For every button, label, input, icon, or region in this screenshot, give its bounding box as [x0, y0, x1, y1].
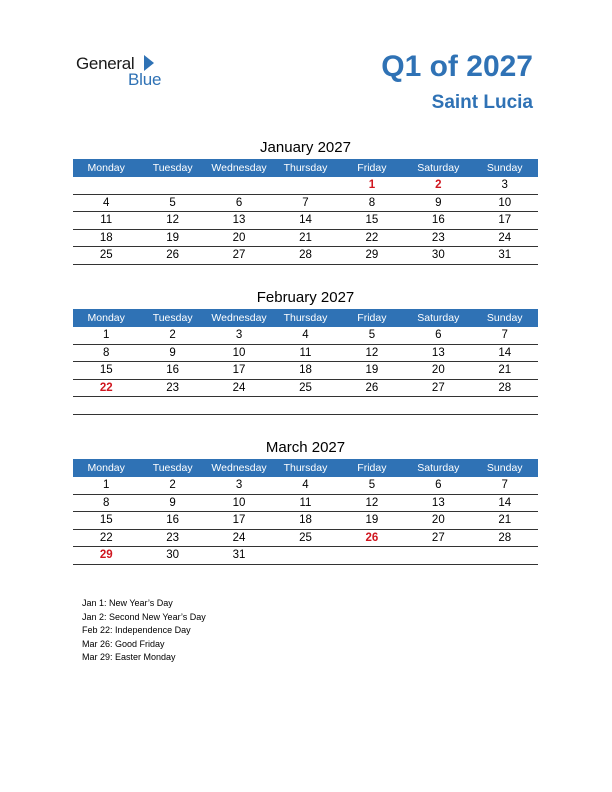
day-cell: 23 — [166, 531, 180, 544]
day-cell: 7 — [302, 196, 309, 209]
day-cell: 25 — [299, 531, 312, 544]
day-cell: 22 — [99, 531, 113, 544]
day-cell: 3 — [235, 329, 243, 341]
day-cell — [73, 397, 139, 414]
day-cell: 18 — [99, 231, 113, 244]
day-cell: 24 — [498, 231, 512, 244]
day-cell: 5 — [368, 329, 376, 341]
day-cell: 17 — [498, 214, 512, 227]
day-cell: 22 — [365, 231, 379, 244]
weekday-label: Wednesday — [211, 162, 267, 174]
logo-blue-text: Blue — [128, 70, 162, 89]
day-cell: 5 — [368, 479, 376, 491]
month-title: January 2027 — [260, 139, 351, 156]
holiday-list — [82, 597, 206, 665]
week-row — [73, 477, 538, 495]
day-cell: 2 — [169, 479, 176, 491]
weekday-label: Sunday — [486, 162, 523, 174]
weekday-label: Friday — [357, 462, 387, 474]
day-cell: 12 — [365, 346, 379, 359]
day-cell: 20 — [232, 231, 246, 244]
day-cell: 4 — [103, 196, 110, 209]
day-cell: 29 — [99, 549, 113, 562]
day-cell: 19 — [365, 514, 379, 527]
logo-flag-icon — [144, 55, 154, 71]
page-title: Q1 of 2027 — [381, 50, 533, 83]
day-cell: 8 — [103, 346, 110, 359]
day-cell: 4 — [302, 329, 309, 341]
weekday-label: Saturday — [417, 162, 460, 174]
day-cell: 6 — [235, 196, 243, 209]
day-cell — [472, 397, 538, 414]
day-cell — [272, 177, 338, 194]
weekday-header — [73, 159, 538, 177]
day-cell: 20 — [431, 514, 445, 527]
day-cell: 25 — [99, 249, 113, 262]
day-cell: 12 — [166, 214, 180, 227]
weekday-label: Friday — [357, 162, 387, 174]
weekday-label: Wednesday — [211, 312, 267, 324]
week-row — [73, 177, 538, 195]
day-cell: 23 — [431, 231, 445, 244]
day-cell: 22 — [99, 381, 113, 394]
day-cell — [272, 547, 338, 564]
day-cell: 17 — [232, 514, 246, 527]
day-cell: 11 — [100, 214, 113, 227]
weekday-label: Tuesday — [152, 162, 193, 174]
day-cell: 19 — [166, 231, 180, 244]
weekday-header — [73, 459, 538, 477]
day-cell: 18 — [299, 364, 312, 377]
day-cell — [405, 397, 471, 414]
week-row — [73, 345, 538, 363]
weekday-label: Tuesday — [152, 312, 193, 324]
day-cell: 28 — [498, 531, 512, 544]
day-cell: 27 — [431, 531, 445, 544]
day-cell: 30 — [166, 549, 180, 562]
day-cell: 9 — [169, 496, 176, 509]
day-cell — [206, 177, 272, 194]
day-cell: 6 — [435, 329, 442, 341]
day-cell: 31 — [498, 249, 512, 262]
holiday-item: Mar 26: Good Friday — [82, 638, 165, 649]
month-calendar — [73, 137, 538, 265]
day-cell: 2 — [435, 179, 442, 191]
week-row — [73, 495, 538, 513]
day-cell: 21 — [498, 514, 512, 527]
day-cell: 18 — [299, 514, 312, 527]
day-cell: 9 — [435, 196, 442, 209]
day-cell: 12 — [365, 496, 379, 509]
day-cell: 26 — [166, 249, 180, 262]
day-cell: 23 — [166, 381, 180, 394]
weekday-label: Wednesday — [211, 462, 267, 474]
weekday-label: Monday — [87, 162, 125, 174]
day-cell: 26 — [365, 381, 379, 394]
day-cell: 9 — [169, 346, 176, 359]
day-cell — [339, 397, 405, 414]
week-row — [73, 397, 538, 415]
weekday-label: Thursday — [283, 312, 328, 324]
weekday-label: Thursday — [283, 162, 328, 174]
week-row — [73, 247, 538, 265]
holiday-item: Feb 22: Independence Day — [82, 625, 191, 636]
week-row — [73, 547, 538, 565]
day-cell: 20 — [431, 364, 445, 377]
brand-logo — [76, 52, 176, 92]
month-title: March 2027 — [265, 439, 346, 456]
week-row — [73, 530, 538, 548]
weekday-label: Saturday — [417, 462, 460, 474]
day-cell: 11 — [299, 346, 312, 359]
day-cell: 14 — [498, 346, 512, 359]
weekday-label: Monday — [87, 312, 125, 324]
day-cell: 4 — [302, 479, 309, 491]
weekday-header — [73, 309, 538, 327]
day-cell: 1 — [103, 479, 110, 491]
weekday-label: Thursday — [283, 462, 328, 474]
day-cell: 25 — [299, 381, 312, 394]
day-cell: 7 — [501, 479, 508, 491]
logo-general-text: General — [76, 54, 135, 73]
month-calendar — [73, 437, 538, 565]
day-cell: 15 — [99, 364, 113, 377]
holiday-item: Mar 29: Easter Monday — [82, 652, 176, 663]
month-calendar — [73, 287, 538, 415]
week-row — [73, 212, 538, 230]
day-cell: 8 — [103, 496, 110, 509]
week-row — [73, 362, 538, 380]
day-cell — [339, 547, 405, 564]
day-cell: 27 — [232, 249, 246, 262]
day-cell: 27 — [431, 381, 445, 394]
day-cell — [272, 397, 338, 414]
day-cell: 15 — [99, 514, 113, 527]
day-cell: 7 — [501, 329, 508, 341]
day-cell: 30 — [431, 249, 445, 262]
day-cell: 28 — [299, 249, 312, 262]
day-cell — [472, 547, 538, 564]
day-cell: 1 — [368, 179, 376, 191]
day-cell: 13 — [431, 346, 445, 359]
weekday-label: Monday — [87, 462, 125, 474]
day-cell: 24 — [232, 531, 246, 544]
day-cell — [73, 177, 139, 194]
day-cell: 19 — [365, 364, 379, 377]
day-cell: 28 — [498, 381, 512, 394]
weekday-label: Tuesday — [152, 462, 193, 474]
day-cell — [139, 397, 205, 414]
day-cell: 31 — [232, 549, 246, 562]
day-cell: 10 — [232, 346, 246, 359]
day-cell: 29 — [365, 249, 379, 262]
page-subtitle: Saint Lucia — [431, 92, 533, 113]
day-cell — [405, 547, 471, 564]
day-cell: 10 — [232, 496, 246, 509]
day-cell: 14 — [299, 214, 312, 227]
day-cell: 5 — [169, 196, 176, 209]
holiday-item: Jan 2: Second New Year’s Day — [82, 611, 206, 622]
day-cell — [139, 177, 205, 194]
day-cell: 11 — [299, 496, 312, 509]
day-cell: 21 — [299, 231, 312, 244]
weekday-label: Sunday — [486, 312, 523, 324]
day-cell — [206, 397, 272, 414]
day-cell: 16 — [166, 364, 180, 377]
day-cell: 1 — [103, 329, 110, 341]
day-cell: 13 — [431, 496, 445, 509]
day-cell: 2 — [169, 329, 176, 341]
week-row — [73, 512, 538, 530]
week-row — [73, 230, 538, 248]
week-row — [73, 380, 538, 398]
day-cell: 21 — [498, 364, 512, 377]
day-cell: 16 — [166, 514, 180, 527]
day-cell: 17 — [232, 364, 246, 377]
holiday-item: Jan 1: New Year’s Day — [82, 598, 173, 608]
weekday-label: Friday — [357, 312, 387, 324]
day-cell: 8 — [368, 196, 376, 209]
day-cell: 16 — [431, 214, 445, 227]
day-cell: 6 — [435, 479, 442, 491]
weekday-label: Sunday — [486, 462, 523, 474]
day-cell: 13 — [232, 214, 246, 227]
month-title: February 2027 — [256, 289, 355, 306]
day-cell: 3 — [501, 179, 508, 191]
day-cell: 24 — [232, 381, 246, 394]
day-cell: 10 — [498, 196, 512, 209]
day-cell: 14 — [498, 496, 512, 509]
week-row — [73, 195, 538, 213]
day-cell: 3 — [235, 479, 243, 491]
day-cell: 26 — [365, 531, 379, 544]
week-row — [73, 327, 538, 345]
weekday-label: Saturday — [417, 312, 460, 324]
day-cell: 15 — [365, 214, 379, 227]
